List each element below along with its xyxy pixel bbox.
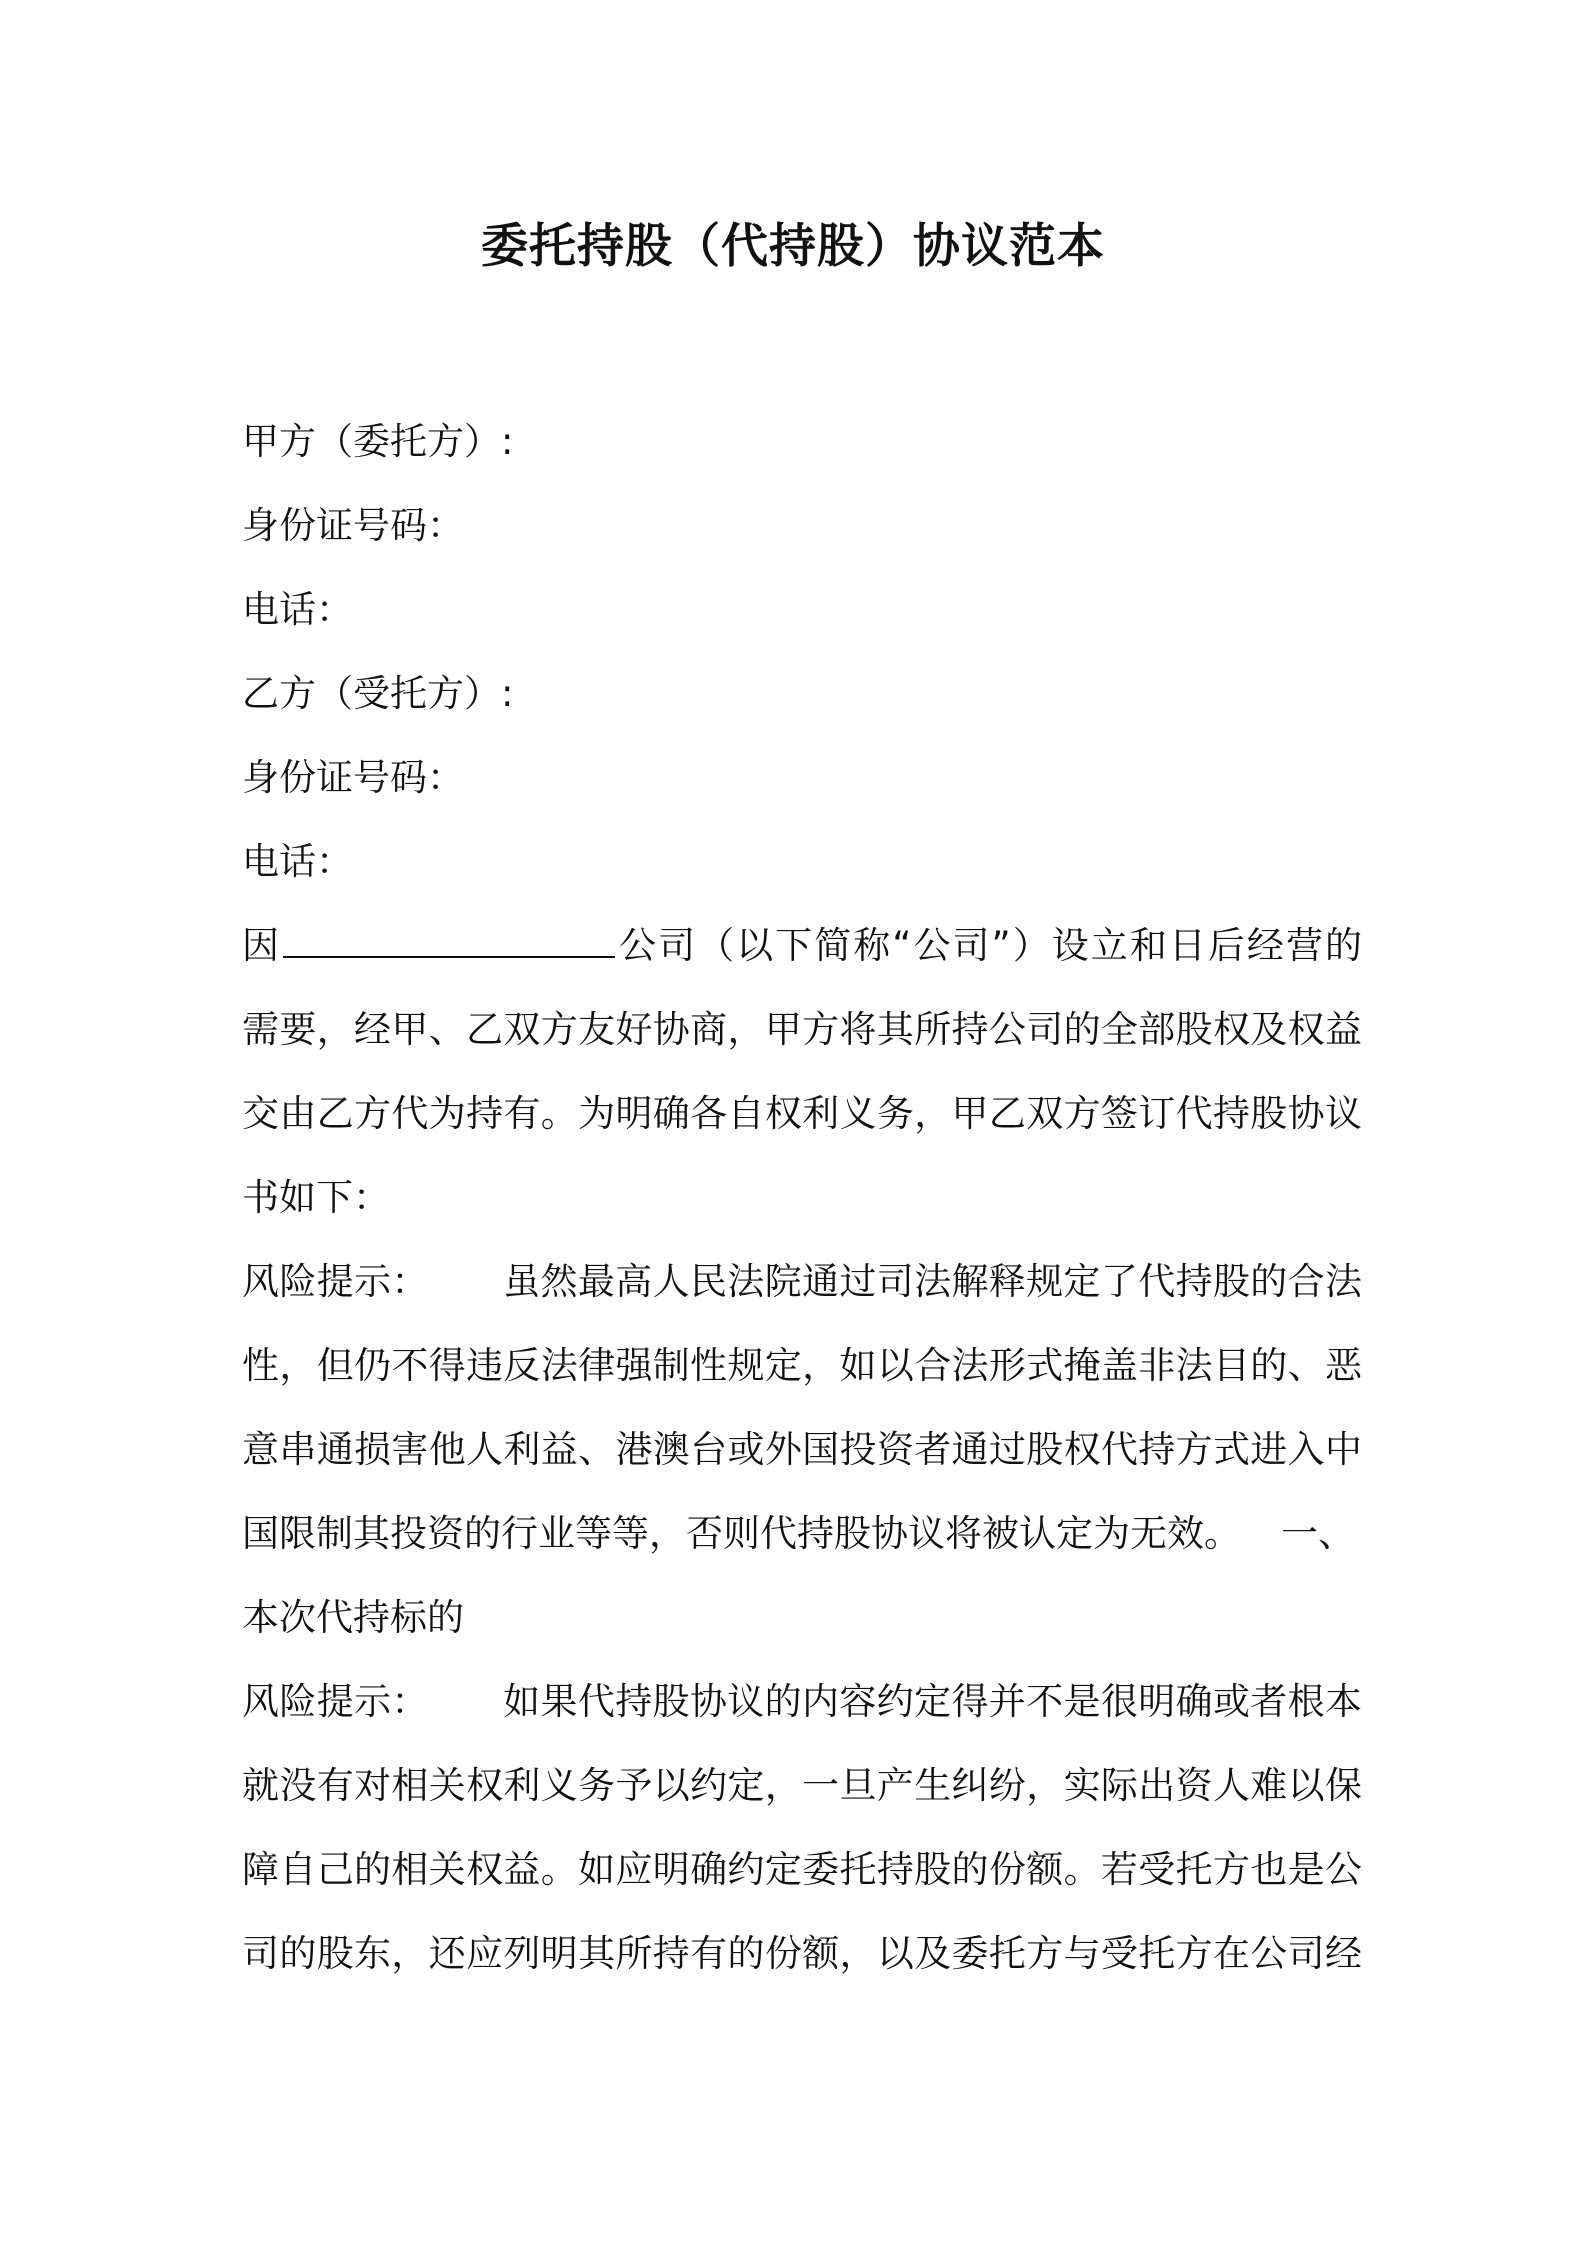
- risk-notice-line: 司的股东，还应列明其所持有的份额，以及委托方与受托方在公司经: [242, 1932, 1362, 1975]
- risk-notice-1: [242, 1240, 1362, 1660]
- intro-line-1-text: 公司（以下简称“公司”）设立和日后经营的: [617, 924, 1362, 967]
- party-a-phone-label: 电话：: [242, 588, 353, 631]
- risk-notice-line: 意串通损害他人利益、港澳台或外国投资者通过股权代持方式进入中: [242, 1428, 1362, 1471]
- party-a-field: [242, 400, 1362, 484]
- risk-notice-line: [242, 1240, 1362, 1324]
- party-a-label: 甲方（委托方）:: [242, 420, 514, 463]
- section-heading: 本次代持标的: [242, 1596, 464, 1639]
- risk-notice-text: 国限制其投资的行业等等，否则代持股协议将被认定为无效。: [242, 1512, 1241, 1555]
- risk-notice-text: 如果代持股协议的内容约定得并不是很明确或者根本: [502, 1680, 1363, 1723]
- intro-line: 书如下：: [242, 1176, 390, 1219]
- risk-notice-text: 虽然最高人民法院通过司法解释规定了代持股的合法: [502, 1260, 1363, 1303]
- company-name-blank: [283, 926, 615, 958]
- party-b-phone-field: [242, 820, 1362, 904]
- risk-notice-line: 性，但仍不得违反法律强制性规定，如以合法形式掩盖非法目的、恶: [242, 1344, 1362, 1387]
- risk-notice-line: 障自己的相关权益。如应明确约定委托持股的份额。若受托方也是公: [242, 1848, 1362, 1891]
- party-a-phone-field: [242, 568, 1362, 652]
- document-body: [242, 400, 1362, 1996]
- section-number: 一、: [1281, 1512, 1355, 1555]
- party-b-label: 乙方（受托方）:: [242, 672, 514, 715]
- party-b-field: [242, 652, 1362, 736]
- party-a-id-field: [242, 484, 1362, 568]
- document-title: 委托持股（代持股）协议范本: [481, 219, 1105, 274]
- party-a-id-label: 身份证号码：: [242, 504, 464, 547]
- risk-label: 风险提示：: [242, 1260, 429, 1303]
- risk-label: 风险提示：: [242, 1680, 429, 1723]
- intro-line: [242, 904, 1362, 988]
- risk-notice-line: 就没有对相关权利义务予以约定，一旦产生纠纷，实际出资人难以保: [242, 1764, 1362, 1807]
- party-b-phone-label: 电话：: [242, 840, 353, 883]
- intro-line: 交由乙方代为持有。为明确各自权利义务，甲乙双方签订代持股协议: [242, 1092, 1362, 1135]
- risk-notice-line: [242, 1492, 1362, 1576]
- intro-paragraph: [242, 904, 1362, 1240]
- intro-line: 需要，经甲、乙双方友好协商，甲方将其所持公司的全部股权及权益: [242, 1008, 1362, 1051]
- risk-notice-line: [242, 1660, 1362, 1744]
- party-b-id-label: 身份证号码：: [242, 756, 464, 799]
- party-b-id-field: [242, 736, 1362, 820]
- risk-notice-2: [242, 1660, 1362, 1996]
- intro-prefix: 因: [242, 924, 282, 967]
